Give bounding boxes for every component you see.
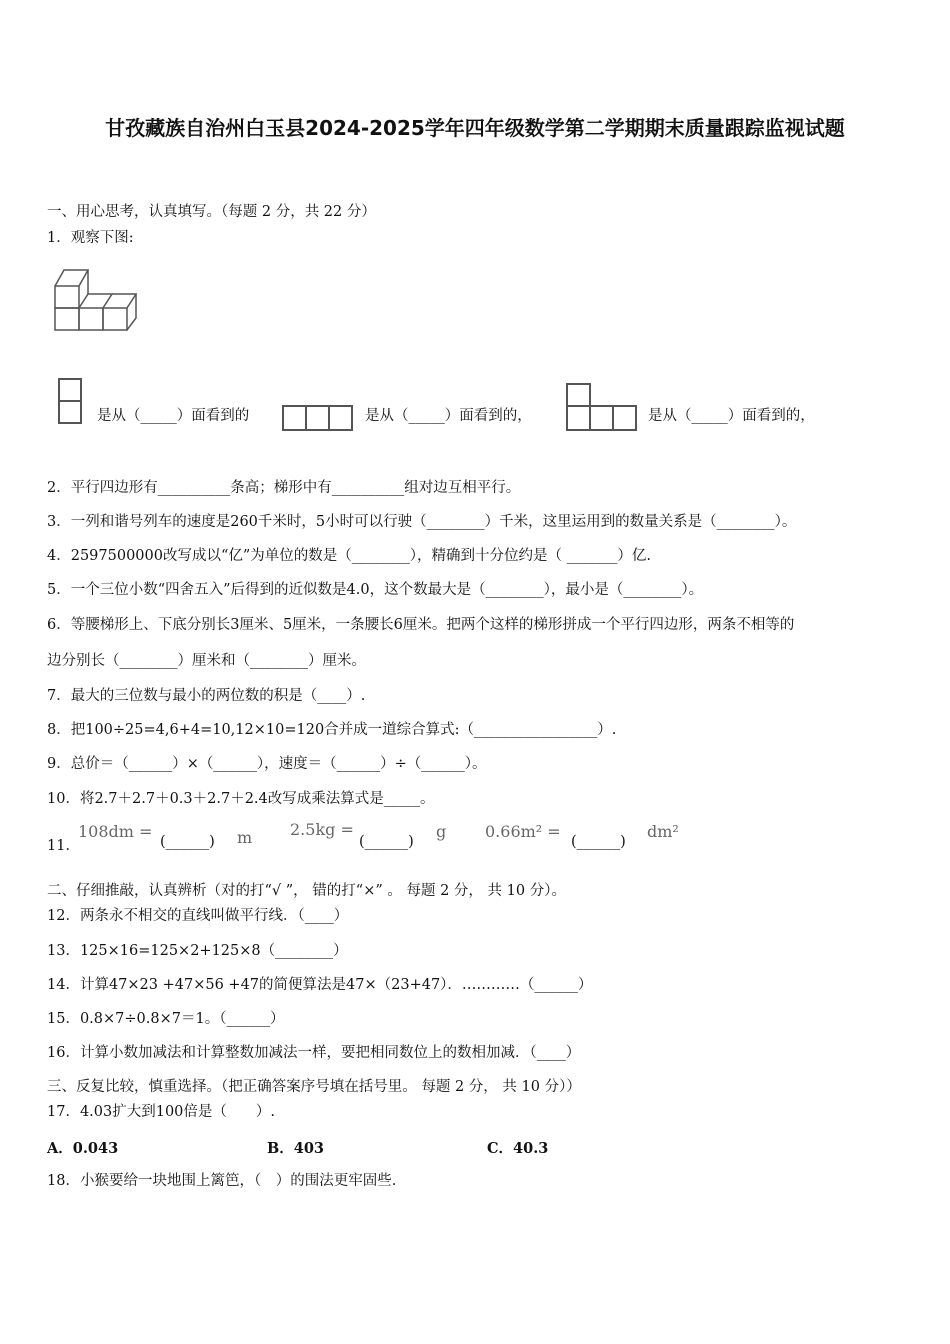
question-12: 12．两条永不相交的直线叫做平行线．（____） xyxy=(47,908,349,924)
question-17-option-c: C．40.3 xyxy=(487,1140,549,1157)
question-1-view-c-text: 是从（_____）面看到的， xyxy=(648,408,815,424)
question-16: 16．计算小数加减法和计算整数加减法一样，要把相同数位上的数相加减．（____） xyxy=(47,1045,581,1061)
question-14: 14．计算47×23 +47×56 +47的简便算法是47×（23+47）．…………（______） xyxy=(47,977,593,993)
question-11-number: 11． xyxy=(47,838,80,854)
question-6-line-2: 边分别长（________）厘米和（________）厘米。 xyxy=(47,653,366,669)
question-1-view-b-text: 是从（_____）面看到的， xyxy=(365,408,532,424)
question-11-row xyxy=(47,820,747,860)
question-1-view-a-text: 是从（_____）面看到的 xyxy=(97,408,250,424)
question-13: 13．125×16=125×2+125×8（________） xyxy=(47,943,348,959)
q11-a-unit: m xyxy=(237,828,253,847)
question-17-option-a: A．0.043 xyxy=(47,1140,119,1157)
question-17-stem: 17．4.03扩大到100倍是（ ）. xyxy=(47,1104,276,1120)
q11-a-expression: 108dm = xyxy=(78,822,153,841)
section-2-heading: 二、仔细推敲，认真辨析（对的打“√ ”， 错的打“×” 。 每题 2 分， 共 10 分）。 xyxy=(47,883,566,899)
view-l-shape xyxy=(564,380,640,434)
question-17-option-b: B．403 xyxy=(267,1140,325,1157)
view-three-squares-row xyxy=(280,402,356,434)
q11-c-expression: 0.66m² = xyxy=(485,822,561,841)
question-15: 15．0.8×7÷0.8×7＝1。（______） xyxy=(47,1011,285,1027)
question-2: 2．平行四边形有__________条高；梯形中有__________组对边互相平行。 xyxy=(47,480,521,496)
q11-b-expression: 2.5kg = xyxy=(290,820,354,839)
question-4: 4．2597500000改写成以“亿”为单位的数是（________），精确到十分位约是（ _______）亿. xyxy=(47,548,652,564)
section-3-heading: 三、反复比较，慎重选择。（把正确答案序号填在括号里。 每题 2 分， 共 10 分）） xyxy=(47,1079,581,1095)
question-18: 18．小猴要给一块地围上篱笆，（ ）的围法更牢固些. xyxy=(47,1173,397,1189)
q11-c-blank: (______) xyxy=(571,834,626,850)
q11-a-blank: (______) xyxy=(160,834,215,850)
question-3: 3．一列和谐号列车的速度是260千米时，5小时可以行驶（________）千米，这里运用到的数量关系是（________）。 xyxy=(47,514,797,530)
question-10: 10．将2.7＋2.7＋0.3＋2.7＋2.4改写成乘法算式是_____。 xyxy=(47,791,435,807)
q11-c-unit: dm² xyxy=(647,822,679,841)
question-6-line-1: 6．等腰梯形上、下底分别长3厘米、5厘米，一条腰长6厘米。把两个这样的梯形拼成一个平行四边形，两条不相等的 xyxy=(47,617,795,633)
question-7: 7．最大的三位数与最小的两位数的积是（____）. xyxy=(47,688,366,704)
q11-b-blank: (______) xyxy=(359,834,414,850)
q11-b-unit: g xyxy=(436,822,447,841)
cube-solid-figure xyxy=(50,266,140,332)
question-1-stem: 1．观察下图: xyxy=(47,230,134,246)
view-two-stacked-squares xyxy=(56,376,86,428)
page-title: 甘孜藏族自治州白玉县2024-2025学年四年级数学第二学期期末质量跟踪监视试题 xyxy=(105,116,845,140)
question-8: 8．把100÷25=4,6+4=10,12×10=120合并成一道综合算式:（_________________）. xyxy=(47,722,617,738)
question-5: 5．一个三位小数“四舍五入”后得到的近似数是4.0，这个数最大是（________），最小是（________）。 xyxy=(47,582,704,598)
question-9: 9．总价＝（______）×（______），速度＝（______）÷（______）。 xyxy=(47,756,487,772)
section-1-heading: 一、用心思考，认真填写。（每题 2 分，共 22 分） xyxy=(47,204,376,220)
